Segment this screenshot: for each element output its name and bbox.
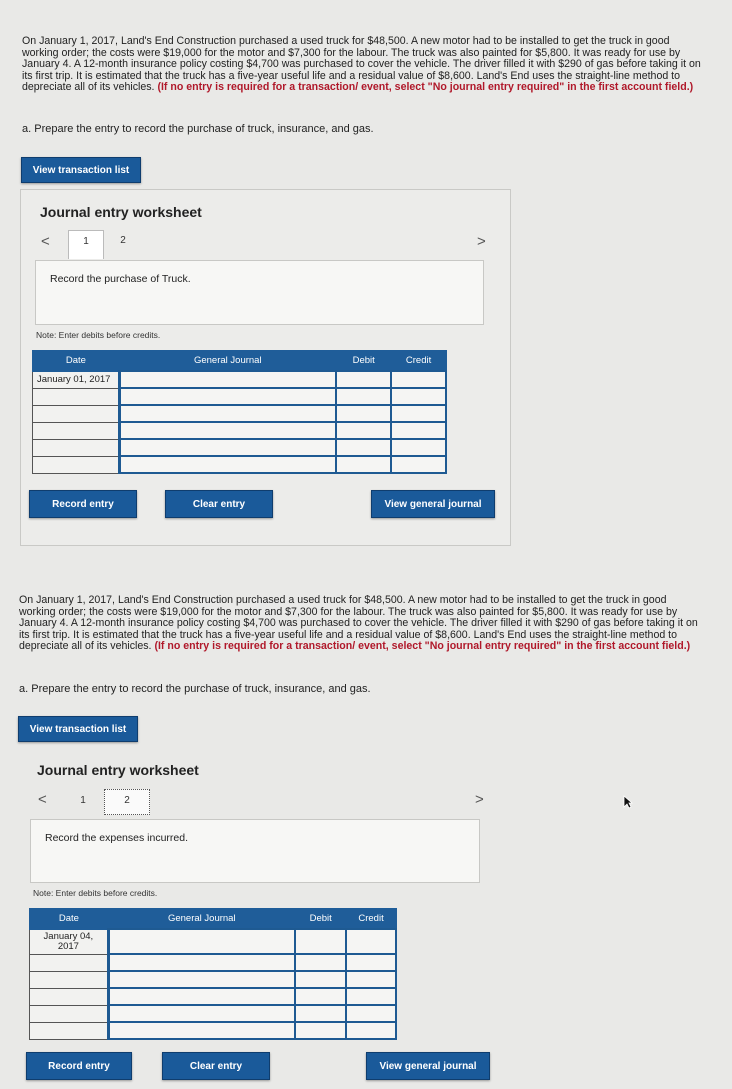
account-field[interactable] bbox=[108, 988, 295, 1005]
table-row bbox=[30, 1005, 397, 1022]
debit-header: Debit bbox=[336, 351, 391, 372]
record-entry-button[interactable]: Record entry bbox=[29, 490, 137, 518]
credit-field[interactable] bbox=[346, 1022, 396, 1039]
credit-field[interactable] bbox=[391, 456, 446, 473]
next-arrow-icon[interactable]: > bbox=[477, 233, 486, 250]
date-cell bbox=[30, 954, 109, 971]
clear-entry-button[interactable]: Clear entry bbox=[162, 1052, 270, 1080]
table-row bbox=[30, 988, 397, 1005]
date-cell: January 01, 2017 bbox=[33, 371, 120, 388]
credit-field[interactable] bbox=[346, 971, 396, 988]
credit-field[interactable] bbox=[346, 954, 396, 971]
record-entry-button[interactable]: Record entry bbox=[26, 1052, 132, 1080]
date-cell bbox=[33, 422, 120, 439]
view-general-journal-button[interactable]: View general journal bbox=[371, 490, 495, 518]
debit-field[interactable] bbox=[336, 388, 391, 405]
view-general-journal-button[interactable]: View general journal bbox=[366, 1052, 490, 1080]
mouse-cursor-icon bbox=[623, 795, 633, 809]
credit-field[interactable] bbox=[391, 405, 446, 422]
table-row bbox=[33, 388, 447, 405]
date-cell bbox=[33, 388, 120, 405]
date-cell: January 04, 2017 bbox=[30, 929, 109, 954]
prev-arrow-icon[interactable]: < bbox=[38, 791, 47, 808]
journal-table bbox=[29, 908, 397, 1040]
credit-field[interactable] bbox=[391, 439, 446, 456]
next-arrow-icon[interactable]: > bbox=[475, 791, 484, 808]
table-row bbox=[33, 405, 447, 422]
instruction-box bbox=[35, 260, 484, 325]
date-cell bbox=[30, 988, 109, 1005]
credit-field[interactable] bbox=[346, 1005, 396, 1022]
account-field[interactable] bbox=[119, 422, 336, 439]
account-field[interactable] bbox=[119, 405, 336, 422]
note-text: Note: Enter debits before credits. bbox=[36, 330, 161, 340]
account-field[interactable] bbox=[119, 456, 336, 473]
question-a: a. Prepare the entry to record the purchase of truck, insurance, and gas. bbox=[22, 123, 374, 135]
debit-field[interactable] bbox=[295, 929, 346, 954]
date-cell bbox=[33, 439, 120, 456]
question-a: a. Prepare the entry to record the purchase of truck, insurance, and gas. bbox=[19, 683, 371, 695]
credit-field[interactable] bbox=[346, 929, 396, 954]
date-cell bbox=[30, 971, 109, 988]
debit-field[interactable] bbox=[295, 1005, 346, 1022]
view-transaction-list-button[interactable]: View transaction list bbox=[21, 157, 141, 183]
problem-text: On January 1, 2017, Land's End Construction purchased a used truck for $48,500. A new motor had to be installed to get the truck in good working order; the costs were $19,000 for the motor and $7,300 for the labour. The truck was also painted for $5,800. It was ready for use by January 4. A 12-month insurance policy costing $4,700 was purchased to cover the vehicle. The driver filled it with $290 of gas before taking it on its first trip. It is estimated that the truck has a five-year useful life and a residual value of $8,600. Land's End uses the straight-line method to depreciate all of its vehicles. (If no entry is required for a transaction/ event, select "No journal entry required" in the first account field.) bbox=[22, 35, 701, 94]
account-field[interactable] bbox=[108, 971, 295, 988]
credit-header: Credit bbox=[391, 351, 446, 372]
debit-field[interactable] bbox=[295, 988, 346, 1005]
section-2 bbox=[0, 545, 732, 1089]
journal-worksheet-panel bbox=[20, 189, 511, 546]
date-cell bbox=[30, 1022, 109, 1039]
journal-header: General Journal bbox=[119, 351, 336, 372]
credit-field[interactable] bbox=[391, 371, 446, 388]
instruction-text: Record the expenses incurred. bbox=[45, 832, 188, 844]
account-field[interactable] bbox=[119, 388, 336, 405]
journal-table bbox=[32, 350, 447, 474]
account-field[interactable] bbox=[108, 1022, 295, 1039]
debit-header: Debit bbox=[295, 909, 346, 930]
date-cell bbox=[30, 1005, 109, 1022]
account-field[interactable] bbox=[108, 929, 295, 954]
debit-field[interactable] bbox=[336, 456, 391, 473]
table-row bbox=[30, 954, 397, 971]
debit-field[interactable] bbox=[336, 422, 391, 439]
debit-field[interactable] bbox=[295, 1022, 346, 1039]
debit-field[interactable] bbox=[336, 371, 391, 388]
account-field[interactable] bbox=[108, 954, 295, 971]
date-cell bbox=[33, 456, 120, 473]
credit-field[interactable] bbox=[346, 988, 396, 1005]
date-header: Date bbox=[30, 909, 109, 930]
account-field[interactable] bbox=[119, 439, 336, 456]
problem-instruction: (If no entry is required for a transaction/ event, select "No journal entry required" in the first account field.) bbox=[154, 640, 691, 653]
debit-field[interactable] bbox=[336, 439, 391, 456]
clear-entry-button[interactable]: Clear entry bbox=[165, 490, 273, 518]
table-row bbox=[30, 971, 397, 988]
problem-instruction: (If no entry is required for a transaction/ event, select "No journal entry required" in the first account field.) bbox=[157, 81, 694, 94]
tab-1[interactable]: 1 bbox=[68, 230, 104, 259]
problem-text: On January 1, 2017, Land's End Construction purchased a used truck for $48,500. A new motor had to be installed to get the truck in good working order; the costs were $19,000 for the motor and $7,300 for the labour. The truck was also painted for $5,800. It was ready for use by January 4. A 12-month insurance policy costing $4,700 was purchased to cover the vehicle. The driver filled it with $290 of gas before taking it on its first trip. It is estimated that the truck has a five-year useful life and a residual value of $8,600. Land's End uses the straight-line method to depreciate all of its vehicles. (If no entry is required for a transaction/ event, select "No journal entry required" in the first account field.) bbox=[19, 594, 698, 653]
debit-field[interactable] bbox=[336, 405, 391, 422]
debit-field[interactable] bbox=[295, 971, 346, 988]
journal-header: General Journal bbox=[108, 909, 295, 930]
table-row bbox=[30, 929, 397, 954]
debit-field[interactable] bbox=[295, 954, 346, 971]
credit-field[interactable] bbox=[391, 388, 446, 405]
tab-2[interactable]: 2 bbox=[104, 789, 150, 815]
table-row bbox=[33, 422, 447, 439]
credit-field[interactable] bbox=[391, 422, 446, 439]
table-row bbox=[30, 1022, 397, 1039]
table-row bbox=[33, 456, 447, 473]
view-transaction-list-button[interactable]: View transaction list bbox=[18, 716, 138, 742]
account-field[interactable] bbox=[119, 371, 336, 388]
prev-arrow-icon[interactable]: < bbox=[41, 233, 50, 250]
instruction-box bbox=[30, 819, 480, 883]
date-cell bbox=[33, 405, 120, 422]
tab-1[interactable]: 1 bbox=[80, 795, 86, 806]
instruction-text: Record the purchase of Truck. bbox=[50, 273, 191, 285]
table-row bbox=[33, 439, 447, 456]
account-field[interactable] bbox=[108, 1005, 295, 1022]
tab-2[interactable]: 2 bbox=[120, 235, 126, 246]
credit-header: Credit bbox=[346, 909, 396, 930]
date-header: Date bbox=[33, 351, 120, 372]
worksheet-title: Journal entry worksheet bbox=[40, 204, 202, 220]
note-text: Note: Enter debits before credits. bbox=[33, 888, 158, 898]
worksheet-title: Journal entry worksheet bbox=[37, 762, 199, 778]
table-row bbox=[33, 371, 447, 388]
